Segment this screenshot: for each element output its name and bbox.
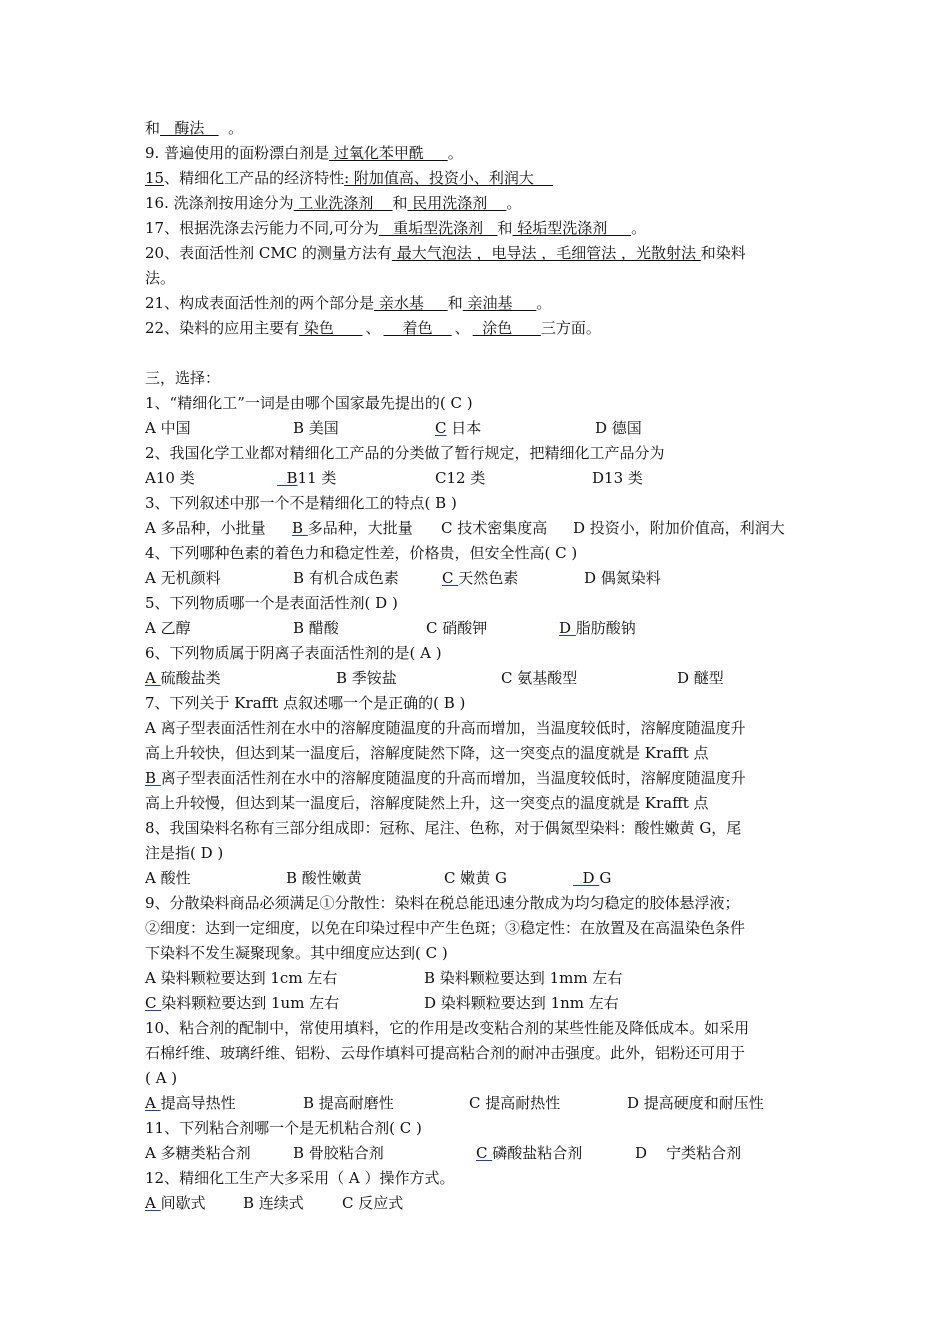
option-a-answer: A 提高导热性 <box>145 1094 236 1112</box>
options-q9-row2 <box>145 993 825 1013</box>
option-a: A 中国 <box>145 419 191 437</box>
text: 和 <box>497 219 513 237</box>
option-c-answer: C 天然色素 <box>442 569 519 587</box>
options-q2 <box>145 468 825 488</box>
question-9-cont-2: 下染料不发生凝聚现象。其中细度应达到( C ) <box>145 944 448 962</box>
text: 和 <box>145 119 161 137</box>
option-c: C 反应式 <box>342 1194 404 1212</box>
question-10: 10、粘合剂的配制中，常使用填料，它的作用是改变粘合剂的某些性能及降低成本。如采用 <box>145 1019 750 1037</box>
q7-option-a-line1: A 离子型表面活性剂在水中的溶解度随温度的升高而增加，当温度较低时，溶解度随温度升 <box>145 719 746 737</box>
option-c-answer: C 日本 <box>435 419 482 437</box>
option-b: B 酸性嫩黄 <box>286 869 362 887</box>
option-b: B 连续式 <box>243 1194 304 1212</box>
question-5: 5、下列物质哪一个是表面活性剂( D ) <box>145 594 398 612</box>
fill-line-22 <box>145 318 601 338</box>
question-10-cont-2: ( A ) <box>145 1069 178 1087</box>
option-c: C12 类 <box>435 469 486 487</box>
options-q11 <box>145 1143 825 1163</box>
text: 。 <box>631 219 647 237</box>
option-d-answer: D 脂肪酸钠 <box>559 619 636 637</box>
text: 和 <box>392 194 408 212</box>
option-b-answer: B 多品种，大批量 <box>292 519 413 537</box>
text: 17、根据洗涤去污能力不同,可分为 <box>145 219 379 237</box>
option-a: A 多糖类粘合剂 <box>145 1144 251 1162</box>
options-q9-row1 <box>145 968 825 988</box>
option-d: D 宁类粘合剂 <box>635 1144 742 1162</box>
text: 。 <box>218 119 244 137</box>
text: 和 <box>447 294 463 312</box>
option-a-answer: A 间歇式 <box>145 1194 206 1212</box>
option-d-answer: D G <box>573 869 612 887</box>
option-d: D 染料颗粒要达到 1nm 左右 <box>424 994 619 1012</box>
options-q10 <box>145 1093 825 1113</box>
fill-line-9 <box>145 143 463 163</box>
fill-line-20 <box>145 243 746 263</box>
option-a: A 多品种，小批量 <box>145 519 266 537</box>
fill-line-20-cont: 法。 <box>145 269 176 287</box>
section-title: 三，选择： <box>145 369 221 387</box>
answer-blank: 染色 <box>299 319 363 337</box>
answer-blank: 重垢型洗涤剂 <box>378 219 498 237</box>
option-b: B 提高耐磨性 <box>303 1094 394 1112</box>
q7-option-b-line2: 高上升较慢，但达到某一温度后，溶解度陡然上升，这一突变点的温度就是 Krafft 点 <box>145 794 709 812</box>
question-2: 2、我国化学工业都对精细化工产品的分类做了暂行规定，把精细化工产品分为 <box>145 444 665 462</box>
text: 。 <box>506 194 522 212</box>
option-a: A 无机颜料 <box>145 569 221 587</box>
fill-line-16 <box>145 193 521 213</box>
option-b: B 有机合成色素 <box>293 569 399 587</box>
answer-blank: 着色 <box>383 319 452 337</box>
text: 和染料 <box>700 244 746 262</box>
option-d: D 德国 <box>595 419 642 437</box>
question-3: 3、下列叙述中那一个不是精细化工的特点( B ) <box>145 494 457 512</box>
question-12: 12、精细化工生产大多采用（ A ）操作方式。 <box>145 1169 455 1187</box>
option-c-answer: C 染料颗粒要达到 1um 左右 <box>145 994 340 1012</box>
answer-blank: : 附加值高、投资小、利润大 <box>344 169 554 187</box>
text: 22、染料的应用主要有 <box>145 319 300 337</box>
option-a: A 酸性 <box>145 869 191 887</box>
option-c: C 提高耐热性 <box>469 1094 561 1112</box>
option-d: D13 类 <box>592 469 643 487</box>
text: 9. 普遍使用的面粉漂白剂是 <box>145 144 330 162</box>
fill-line-17 <box>145 218 646 238</box>
text: 。 <box>447 144 463 162</box>
answer-blank: 涂色 <box>472 319 541 337</box>
option-b: B 骨胶粘合剂 <box>293 1144 384 1162</box>
q7-option-b-answer: B 离子型表面活性剂在水中的溶解度随温度的升高而增加，当温度较低时，溶解度随温度升 <box>145 769 746 787</box>
answer-blank: 过氧化苯甲酰 <box>329 144 448 162</box>
question-number: 15 <box>145 169 165 187</box>
option-c: C 氨基酸型 <box>501 669 578 687</box>
question-7: 7、下列关于 Krafft 点叙述哪一个是正确的( B ) <box>145 694 466 712</box>
options-q5 <box>145 618 825 638</box>
text: 三方面。 <box>540 319 601 337</box>
answer-blank: 亲水基 <box>374 294 448 312</box>
question-9: 9、分散染料商品必须满足①分散性：染料在税总能迅速分散成为均匀稳定的胶体悬浮液； <box>145 894 740 912</box>
option-c-answer: C 磷酸盐粘合剂 <box>476 1144 583 1162</box>
option-a: A 乙醇 <box>145 619 191 637</box>
option-a: A10 类 <box>145 469 195 487</box>
text: 。 <box>536 294 552 312</box>
option-c: C 嫩黄 G <box>444 869 508 887</box>
text: 16. 洗涤剂按用途分为 <box>145 194 294 212</box>
question-1: 1、“精细化工”一词是由哪个国家最先提出的( C ) <box>145 394 473 412</box>
option-d: D 醚型 <box>677 669 724 687</box>
options-q8 <box>145 868 825 888</box>
option-d: D 提高硬度和耐压性 <box>627 1094 764 1112</box>
option-b-answer: B11 类 <box>277 469 337 487</box>
question-10-cont-1: 石棉纤维、玻璃纤维、铝粉、云母作填料可提高粘合剂的耐冲击强度。此外，铝粉还可用于 <box>145 1044 746 1062</box>
answer-blank: 轻垢型洗涤剂 <box>512 219 632 237</box>
text: 、 <box>454 319 470 337</box>
text: 、精细化工产品的经济特性 <box>164 169 345 187</box>
answer-blank: 民用洗涤剂 <box>407 194 507 212</box>
text: 21、构成表面活性剂的两个部分是 <box>145 294 375 312</box>
options-q6 <box>145 668 825 688</box>
question-6: 6、下列物质属于阴离子表面活性剂的是( A ) <box>145 644 442 662</box>
option-b: B 醋酸 <box>293 619 339 637</box>
option-a: A 染料颗粒要达到 1cm 左右 <box>145 969 338 987</box>
answer-blank: 工业洗涤剂 <box>293 194 393 212</box>
fill-line-15 <box>145 168 553 188</box>
question-8-cont: 注是指( D ) <box>145 844 224 862</box>
question-11: 11、下列粘合剂哪一个是无机粘合剂( C ) <box>145 1119 422 1137</box>
option-b: B 染料颗粒要达到 1mm 左右 <box>424 969 623 987</box>
option-d: D 投资小，附加价值高，利润大 <box>573 519 785 537</box>
answer-blank: 最大气泡法 ，电导法 ，毛细管法 ，光散射法 <box>391 244 701 262</box>
option-c: C 硝酸钾 <box>426 619 488 637</box>
answer-blank: 酶法 <box>160 119 219 137</box>
option-d: D 偶氮染料 <box>584 569 661 587</box>
options-q12 <box>145 1193 825 1213</box>
q7-option-a-line2: 高上升较快，但达到某一温度后，溶解度陡然下降，这一突变点的温度就是 Krafft 点 <box>145 744 709 762</box>
option-b: B 美国 <box>293 419 339 437</box>
fill-line-21 <box>145 293 551 313</box>
options-q4 <box>145 568 825 588</box>
question-8: 8、我国染料名称有三部分组成即：冠称、尾注、色称，对于偶氮型染料：酸性嫩黄 G，尾 <box>145 819 742 837</box>
option-b: B 季铵盐 <box>336 669 397 687</box>
options-q1 <box>145 418 825 438</box>
answer-blank: 亲油基 <box>462 294 537 312</box>
fill-line-0 <box>145 118 243 138</box>
option-a-answer: A 硫酸盐类 <box>145 669 221 687</box>
text: 20、表面活性剂 CMC 的测量方法有 <box>145 244 392 262</box>
options-q3 <box>145 518 825 538</box>
question-4: 4、下列哪种色素的着色力和稳定性差，价格贵，但安全性高( C ) <box>145 544 578 562</box>
text: 、 <box>365 319 381 337</box>
option-c: C 技术密集度高 <box>441 519 548 537</box>
question-9-cont-1: ②细度：达到一定细度，以免在印染过程中产生色斑；③稳定性：在放置及在高温染色条件 <box>145 919 746 937</box>
